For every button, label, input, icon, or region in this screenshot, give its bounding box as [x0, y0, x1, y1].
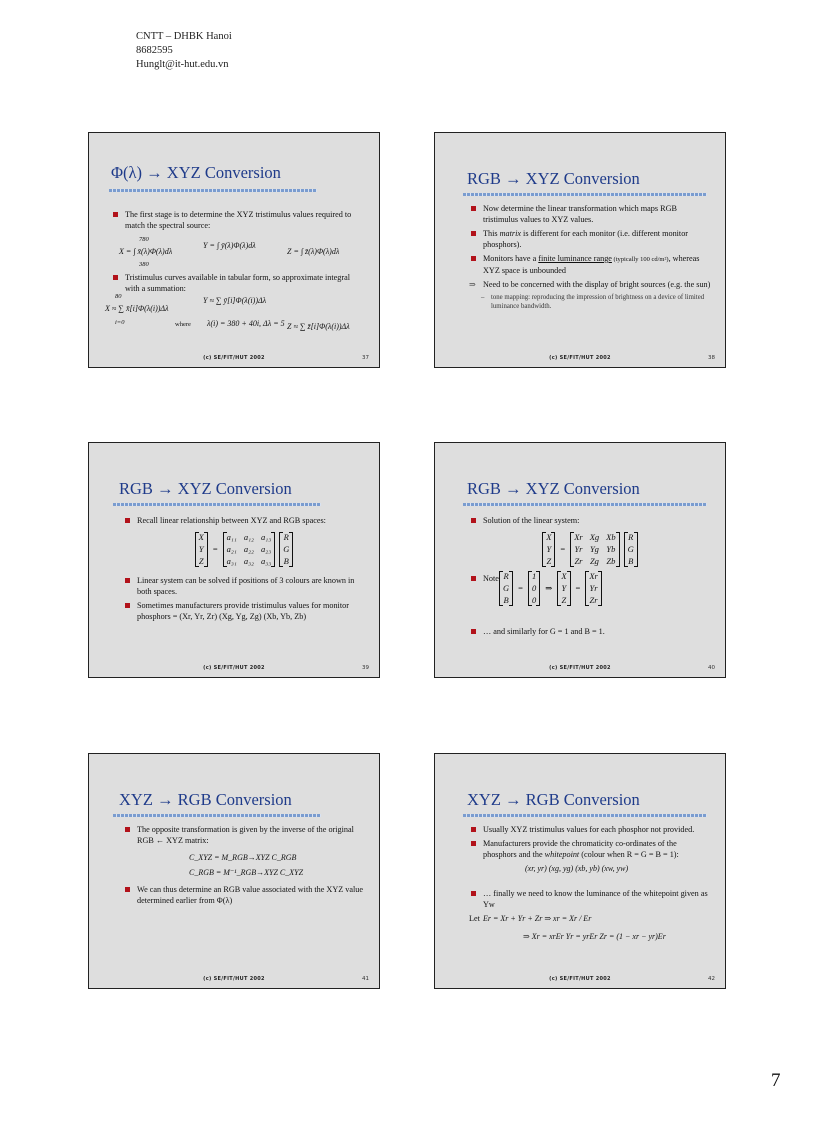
vector-unit	[528, 571, 540, 606]
cell: Z	[546, 556, 552, 566]
cell: X	[198, 532, 204, 542]
cell: B	[283, 556, 289, 566]
slide-body	[469, 824, 711, 943]
sum-equation-y: Y ≈ ∑ ȳ[i]Φ(λ(i))Δλ	[203, 296, 267, 305]
header-line-org: CNTT – DHBK Hanoi	[136, 31, 232, 42]
sum-upper: 80	[115, 293, 122, 300]
cell: R	[283, 532, 289, 542]
bullet-item	[469, 573, 711, 623]
slide-title: RGB → XYZ Conversion	[119, 479, 292, 498]
bullet-item: The first stage is to determine the XYZ tristimulus values required to match the spectral source:	[111, 209, 365, 231]
emphasis: whitepoint	[544, 850, 580, 859]
matrix-equation	[123, 532, 365, 567]
summation-equations	[105, 293, 365, 337]
cell: 0	[531, 583, 537, 593]
page-number: 7	[771, 1070, 781, 1091]
bullet-item: The opposite transformation is given by the inverse of the original RGB ← XYZ matrix:	[123, 824, 365, 846]
note-label: Note	[483, 574, 499, 583]
slide-title: RGB → XYZ Conversion	[467, 169, 640, 188]
slide-title: XYZ → RGB Conversion	[119, 790, 292, 809]
bullet-item	[469, 253, 711, 276]
bullet-item: We can thus determine an RGB value associated with the XYZ value determined earlier from Φ(λ)	[123, 884, 365, 906]
vector-red-primary	[585, 571, 602, 606]
cell: Xb	[606, 532, 616, 542]
slide-body	[469, 515, 711, 640]
lower-limit: 380	[139, 261, 149, 268]
cell: Xr	[589, 571, 598, 581]
cell: a₁₂	[243, 532, 255, 542]
bullet-item: Solution of the linear system:	[469, 515, 711, 526]
vector-rgb	[499, 571, 513, 606]
cell: Zb	[606, 556, 616, 566]
vector-xyz	[195, 532, 208, 567]
cell: Yr	[589, 583, 598, 593]
text: Need to be concerned with the display of bright sources (e.g. the sun)	[483, 280, 711, 289]
small-note: (typically 100 cd/m²)	[611, 256, 669, 263]
cell: Y	[546, 544, 552, 554]
slide-number: 41	[362, 976, 369, 982]
equation-inverse: C_RGB = M⁻¹_RGB→XYZ C_XYZ	[189, 868, 304, 877]
matrix-phosphor	[570, 532, 619, 567]
cell: Zr	[589, 595, 598, 605]
bullet-item: Linear system can be solved if positions of 3 colours are known in both spaces.	[123, 575, 365, 597]
slide-body	[469, 203, 711, 313]
let-label: Let	[469, 914, 480, 923]
equals-sign: =	[518, 583, 523, 593]
cell: Yr	[574, 544, 583, 554]
bullet-item: … and similarly for G = 1 and B = 1.	[469, 626, 711, 637]
cell: Y	[561, 583, 567, 593]
cell: 1	[531, 571, 537, 581]
vector-rgb	[624, 532, 638, 567]
cell: a₃₂	[243, 556, 255, 566]
cell: R	[628, 532, 634, 542]
cell: Z	[198, 556, 204, 566]
underlined-text: finite luminance range	[538, 254, 612, 263]
bullet-item: Tristimulus curves available in tabular form, so approximate integral with a summation:	[111, 272, 365, 294]
matrix-group	[195, 532, 294, 567]
cell: a₃₁	[226, 556, 237, 566]
equals-sign: =	[212, 544, 218, 554]
vector-rgb	[279, 532, 293, 567]
slide-body	[105, 209, 365, 341]
slide-number: 39	[362, 665, 369, 671]
sum-equation-z: Z ≈ ∑ z̄[i]Φ(λ(i))Δλ	[287, 322, 350, 331]
cell: Xg	[589, 532, 600, 542]
slide-number: 40	[708, 665, 715, 671]
slide-number: 38	[708, 355, 715, 361]
bullet-item: Recall linear relationship between XYZ and RGB spaces:	[123, 515, 365, 526]
slide-38	[434, 132, 726, 368]
sum-equation-x: X ≈ ∑ x̄[i]Φ(λ(i))Δλ	[105, 304, 169, 313]
vector-xyz	[542, 532, 555, 567]
implies-arrow: ⇒	[469, 280, 476, 289]
slide-footer: (c) SE/FIT/HUT 2002	[549, 976, 611, 982]
matrix-equation	[469, 532, 711, 567]
sum-lower: i=0	[115, 319, 125, 326]
slide-39	[88, 442, 380, 678]
note-equation	[499, 571, 602, 606]
bullet-item	[469, 228, 711, 250]
text: Monitors have a	[483, 254, 539, 263]
bullet-item: Now determine the linear transformation which maps RGB tristimulus values to XYZ values.	[469, 203, 711, 225]
text: is different for each monitor (i.e. different monitor phosphors).	[483, 229, 689, 249]
cell: Xr	[574, 532, 583, 542]
cell: Zr	[574, 556, 583, 566]
title-rule	[113, 814, 321, 817]
slide-footer: (c) SE/FIT/HUT 2002	[203, 665, 265, 671]
slide-title: Φ(λ) → XYZ Conversion	[111, 163, 281, 182]
conversion-equations	[189, 852, 365, 878]
slide-41	[88, 753, 380, 989]
slide-40	[434, 442, 726, 678]
slide-42	[434, 753, 726, 989]
cell: Y	[198, 544, 204, 554]
cell: Yg	[589, 544, 599, 554]
where-label: where	[175, 321, 191, 328]
vector-xyz	[557, 571, 570, 606]
cell: Z	[561, 595, 567, 605]
equation-er: Er = Xr + Yr + Zr ⇒ xr = Xr / Er	[483, 914, 592, 923]
matrix-a	[223, 532, 276, 567]
title-rule	[113, 503, 321, 506]
cell: a₂₃	[261, 544, 272, 554]
text: This	[483, 229, 500, 238]
equals-sign: =	[575, 583, 581, 593]
bullet-item: Usually XYZ tristimulus values for each phosphor not provided.	[469, 824, 711, 835]
bullet-item	[469, 838, 711, 860]
header-line-phone: 8682595	[136, 45, 173, 56]
cell: 0	[531, 595, 537, 605]
header-line-email: Hunglt@it-hut.edu.vn	[136, 59, 229, 70]
slide-footer: (c) SE/FIT/HUT 2002	[203, 355, 265, 361]
title-rule	[463, 503, 707, 506]
cell: G	[283, 544, 290, 554]
cell: Yb	[606, 544, 616, 554]
chromaticity-coordinates: (xr, yr) (xg, yg) (xb, yb) (xw, yw)	[525, 864, 629, 873]
cell: B	[628, 556, 634, 566]
cell: Zg	[589, 556, 599, 566]
cell: B	[503, 595, 509, 605]
title-rule	[109, 189, 317, 192]
cell: X	[546, 532, 552, 542]
slide-body	[123, 824, 365, 909]
cell: X	[561, 571, 567, 581]
title-rule	[463, 814, 707, 817]
slide-37	[88, 132, 380, 368]
slide-footer: (c) SE/FIT/HUT 2002	[203, 976, 265, 982]
integral-equations	[111, 234, 365, 268]
cell: G	[627, 544, 634, 554]
emphasis: matrix	[499, 229, 521, 238]
cell: a₂₂	[243, 544, 255, 554]
cell: a₁₁	[226, 532, 237, 542]
cell: a₁₃	[261, 532, 272, 542]
equals-sign: =	[560, 544, 566, 554]
title-rule	[463, 193, 707, 196]
upper-limit: 780	[139, 236, 149, 243]
slide-number: 42	[708, 976, 715, 982]
slide-body	[123, 515, 365, 625]
text: , whereas XYZ space is unbounded	[483, 254, 700, 275]
equation-y: Y = ∫ ȳ(λ)Φ(λ)dλ	[203, 241, 256, 250]
equation-forward: C_XYZ = M_RGB→XYZ C_RGB	[189, 853, 297, 862]
document-header	[136, 30, 232, 72]
cell: G	[503, 583, 510, 593]
text: (colour when R = G = B = 1):	[579, 850, 679, 859]
slide-footer: (c) SE/FIT/HUT 2002	[549, 355, 611, 361]
sub-bullet-item: – tone mapping: reproducing the impression of brightness on a device of limited luminance bandwidth.	[469, 293, 711, 311]
slide-number: 37	[362, 355, 369, 361]
equation-z: Z = ∫ z̄(λ)Φ(λ)dλ	[287, 247, 340, 256]
cell: a₂₁	[226, 544, 237, 554]
bullet-item	[469, 279, 711, 290]
bullet-item: Sometimes manufacturers provide tristimulus values for monitor phosphors = (Xr, Yr, Zr) (Xg, Yg, Zg) (Xb, Yb, Zb)	[123, 600, 365, 622]
equation-x: X = ∫ x̄(λ)Φ(λ)dλ	[119, 247, 173, 256]
slide-title: XYZ → RGB Conversion	[467, 790, 640, 809]
slide-footer: (c) SE/FIT/HUT 2002	[549, 665, 611, 671]
cell: a₃₃	[261, 556, 272, 566]
lambda-definition: λ(i) = 380 + 40i, Δλ = 5	[207, 319, 285, 328]
whitepoint-equations	[469, 913, 711, 943]
equation-xyz-primary: ⇒ Xr = xrEr Yr = yrEr Zr = (1 − xr − yr)Er	[523, 932, 666, 941]
bullet-item: … finally we need to know the luminance of the whitepoint given as Yw	[469, 888, 711, 910]
matrix-group	[542, 532, 638, 567]
cell: R	[503, 571, 509, 581]
implies-arrow: ⇒	[545, 583, 553, 593]
text: Manufacturers provide the chromaticity co-ordinates of the phosphors and the	[483, 839, 677, 859]
slide-title: RGB → XYZ Conversion	[467, 479, 640, 498]
